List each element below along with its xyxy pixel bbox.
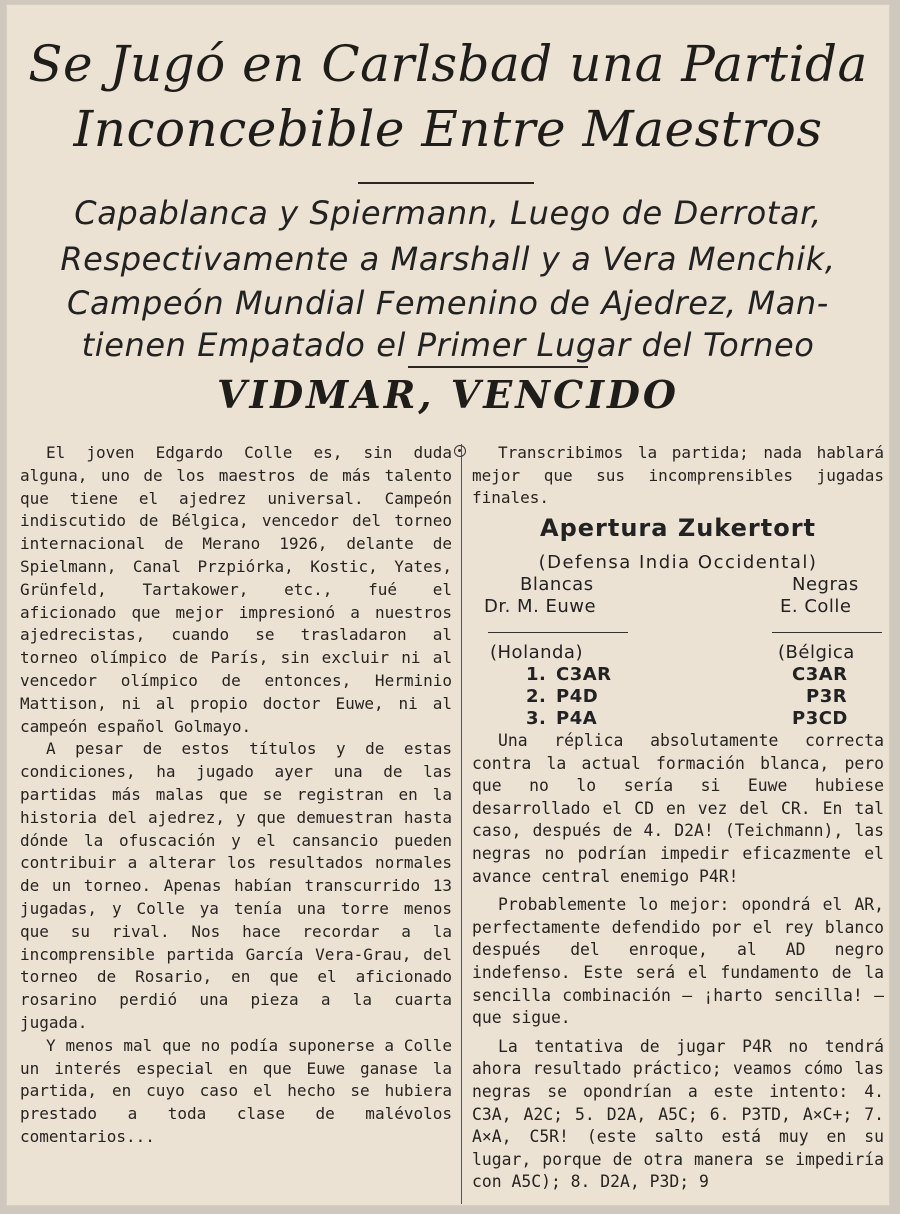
white-move: C3AR	[556, 664, 612, 685]
left-paragraph-2: A pesar de estos títulos y de estas condiciones, ha jugado ayer una de las partidas más malas que se registran en la historia del ajedrez, y que demuestran hasta dónde la ofuscación y el cansancio pueden contribuir a alterar los resultados normales de un torneo. Apenas habían transcurrido 13 jugadas, y Colle ya tenía una torre menos que su rival. Nos hace recordar a la incomprensible partida García Vera-Grau, del torneo de Rosario, en que el aficionado rosarino perdió una pieza a la cuarta jugada.	[20, 739, 452, 1032]
headline-line-2: Inconcebible Entre Maestros	[73, 100, 823, 158]
black-move: C3AR	[792, 664, 848, 685]
right-paragraph-1: Una réplica absolutamente correcta contra la actual formación blanca, pero que no lo sería si Euwe hubiese desarrollado el CD en vez del CR. En tal caso, después de 4. D2A! (Teichmann), las negras no podrían impedir eficazmente el avance central enemigo P4R!	[472, 731, 884, 886]
subheadline-line-4: tienen Empatado el Primer Lugar del Torneo	[81, 326, 815, 364]
right-column-body	[472, 730, 884, 1194]
black-country: (Bélgica	[778, 642, 855, 663]
white-move: P4A	[556, 708, 598, 729]
subheadline-line-2: Respectivamente a Marshall y a Vera Menchik,	[60, 240, 836, 278]
white-player: Dr. M. Euwe	[484, 596, 597, 617]
right-paragraph-2: Probablemente lo mejor: opondrá el AR, perfectamente defendido por el rey blanco después del enroque, al AD negro indefenso. Este será el fundamento de la sencilla combinación — ¡harto sencilla! — que sigue.	[472, 895, 884, 1028]
opening-title: Apertura Zukertort	[540, 514, 816, 542]
move-number: 1.	[526, 664, 547, 685]
kicker-divider	[408, 366, 588, 368]
white-move: P4D	[556, 686, 599, 707]
score-rule-right	[772, 632, 882, 633]
left-column	[20, 442, 452, 1149]
black-label: Negras	[792, 574, 859, 595]
headline-line-1: Se Jugó en Carlsbad una Partida	[28, 35, 868, 93]
move-number: 2.	[526, 686, 547, 707]
white-label: Blancas	[520, 574, 594, 595]
right-column-intro	[472, 442, 884, 510]
column-divider	[461, 444, 462, 1204]
right-intro-paragraph: Transcribimos la partida; nada hablará mejor que sus incomprensibles jugadas finales.	[472, 443, 884, 507]
newspaper-clipping	[6, 4, 890, 1206]
left-paragraph-3: Y menos mal que no podía suponerse a Colle un interés especial en que Euwe ganase la partida, en cuyo caso el hecho se hubiera prestado a toda clase de malévolos comentarios...	[20, 1035, 452, 1146]
headline-divider	[358, 182, 534, 184]
subheadline-line-1: Capablanca y Spiermann, Luego de Derrotar,	[74, 194, 822, 232]
white-country: (Holanda)	[490, 642, 583, 663]
subheadline-line-3: Campeón Mundial Femenino de Ajedrez, Man-	[67, 284, 829, 322]
black-move: P3CD	[792, 708, 848, 729]
right-paragraph-3: La tentativa de jugar P4R no tendrá ahora resultado práctico; veamos cómo las negras se opondrían a este intento: 4. C3A, A2C; 5. D2A, A5C; 6. P3TD, A×C+; 7. A×A, C5R! (este salto está muy en su lugar, porque de otra manera se impediría con A5C); 8. D2A, P3D; 9	[472, 1036, 884, 1192]
kicker-headline: VIDMAR, VENCIDO	[216, 372, 680, 417]
black-player: E. Colle	[780, 596, 852, 617]
score-rule-left	[488, 632, 628, 633]
defense-name: (Defensa India Occidental)	[538, 552, 818, 573]
column-bullet-icon	[454, 445, 466, 457]
move-number: 3.	[526, 708, 547, 729]
black-move: P3R	[806, 686, 848, 707]
left-paragraph-1: El joven Edgardo Colle es, sin duda alguna, uno de los maestros de más talento que tiene el ajedrez universal. Campeón indiscutido de Bélgica, vencedor del torneo internacional de Merano 1926, delante de Spielmann, Canal Przpiórka, Kostic, Yates, Grünfeld, Tartakower, etc., fué el aficionado que mejor impresionó a nuestros ajedrecistas, cuando se trasladaron al torneo olímpico de París, sin excluir ni al vencedor olímpico de entonces, Herminio Mattison, ni al propio doctor Euwe, ni al campeón español Golmayo.	[20, 443, 452, 736]
